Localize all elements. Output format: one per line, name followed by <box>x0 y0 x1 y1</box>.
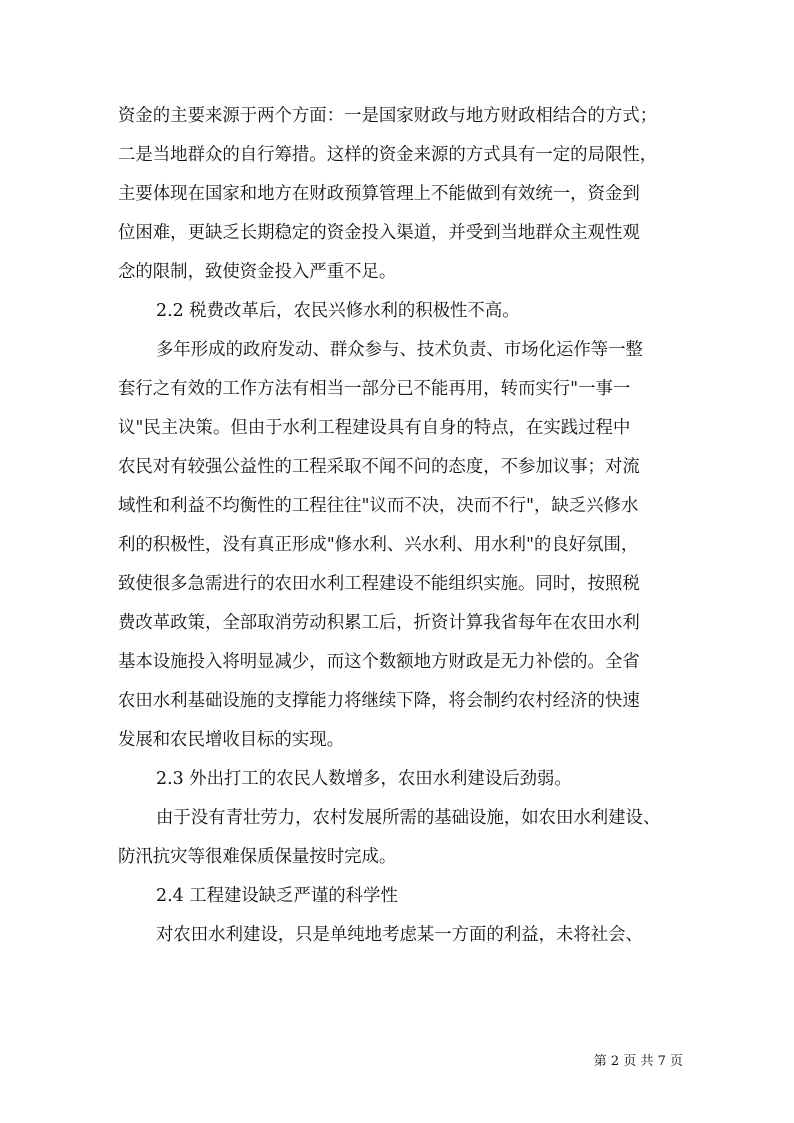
page-number: 第 2 页 共 7 页 <box>593 1054 683 1069</box>
text-line: 由于没有青壮劳力，农村发展所需的基础设施，如农田水利建设、 <box>156 808 661 828</box>
body-text <box>118 97 683 955</box>
section-heading-2-4: 2.4 工程建设缺乏严谨的科学性 <box>156 886 398 906</box>
text-line: 防汛抗灾等很难保质保量按时完成。 <box>118 847 397 867</box>
text-line: 对农田水利建设，只是单纯地考虑某一方面的利益，未将社会、 <box>156 925 643 945</box>
text-line: 主要体现在国家和地方在财政预算管理上不能做到有效统一，资金到 <box>118 184 640 204</box>
text-line: 位困难，更缺乏长期稳定的资金投入渠道，并受到当地群众主观性观 <box>118 223 640 243</box>
text-line: 农田水利基础设施的支撑能力将继续下降，将会制约农村经济的快速 <box>118 691 640 711</box>
text-line: 议"民主决策。但由于水利工程建设具有自身的特点，在实践过程中 <box>118 418 631 438</box>
text-line: 费改革政策，全部取消劳动积累工后，折资计算我省每年在农田水利 <box>118 613 640 633</box>
section-heading-2-2: 2.2 税费改革后，农民兴修水利的积极性不高。 <box>156 301 520 321</box>
text-line: 二是当地群众的自行筹措。这样的资金来源的方式具有一定的局限性， <box>118 145 658 165</box>
section-heading-2-3: 2.3 外出打工的农民人数增多，农田水利建设后劲弱。 <box>156 769 572 789</box>
text-line: 多年形成的政府发动、群众参与、技术负责、市场化运作等一整 <box>156 340 643 360</box>
text-line: 域性和利益不均衡性的工程往往"议而不决，决而不行"，缺乏兴修水 <box>118 496 639 516</box>
text-line: 资金的主要来源于两个方面：一是国家财政与地方财政相结合的方式； <box>118 106 658 126</box>
text-line: 基本设施投入将明显减少，而这个数额地方财政是无力补偿的。全省 <box>118 652 640 672</box>
text-line: 利的积极性，没有真正形成"修水利、兴水利、用水利"的良好氛围， <box>118 535 639 555</box>
text-line: 致使很多急需进行的农田水利工程建设不能组织实施。同时，按照税 <box>118 574 640 594</box>
text-line: 念的限制，致使资金投入严重不足。 <box>118 262 397 282</box>
text-line: 农民对有较强公益性的工程采取不闻不问的态度，不参加议事；对流 <box>118 457 640 477</box>
text-line: 套行之有效的工作方法有相当一部分已不能再用，转而实行"一事一 <box>118 379 631 399</box>
text-line: 发展和农民增收目标的实现。 <box>118 730 345 750</box>
